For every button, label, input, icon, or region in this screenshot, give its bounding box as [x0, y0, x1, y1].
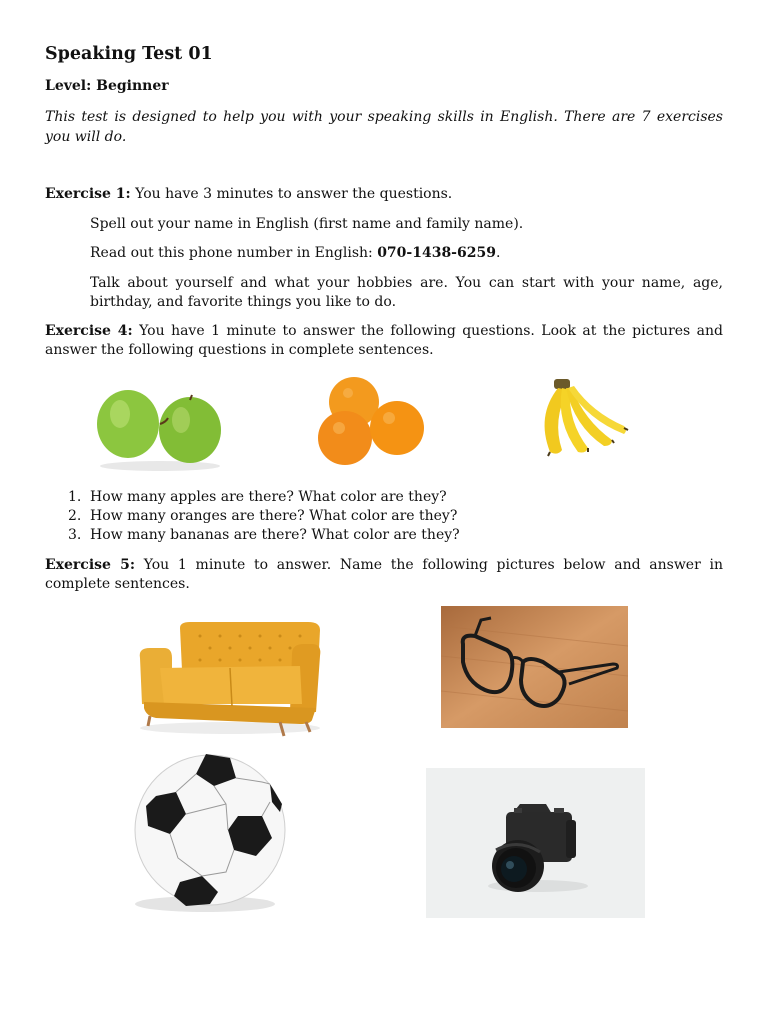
exercise-1-label: Exercise 1: [45, 186, 131, 202]
question-3 [68, 526, 460, 545]
soccer-ball-image [130, 752, 290, 917]
question-1-number: 1. [68, 489, 82, 505]
question-2 [68, 507, 457, 526]
phone-number: 070-1438-6259 [377, 245, 496, 261]
camera-image [426, 768, 645, 918]
phone-suffix: . [495, 245, 501, 261]
question-2-text: How many oranges are there? What color are they? [90, 508, 458, 524]
question-3-text: How many bananas are there? What color are they? [90, 527, 460, 543]
page-title: Speaking Test 01 [45, 44, 213, 64]
phone-prefix: Read out this phone number in English: [90, 245, 378, 261]
question-1-text: How many apples are there? What color are they? [90, 489, 447, 505]
exercise-5-heading [45, 556, 723, 594]
oranges-image [313, 376, 428, 468]
level-label: Level: Beginner [45, 78, 169, 94]
bananas-image [528, 376, 633, 458]
exercise-1-task-3: Talk about yourself and what your hobbies are. You can start with your name, age, birthday, and favorite things you like to do. [90, 275, 723, 310]
question-2-number: 2. [68, 508, 82, 524]
exercise-4-label: Exercise 4: [45, 323, 133, 339]
exercise-4-text: You have 1 minute to answer the following questions. Look at the pictures and answer the following questions in complete sentences. [45, 323, 723, 358]
exercise-5-label: Exercise 5: [45, 557, 135, 573]
intro-text: This test is designed to help you with your speaking skills in English. There are 7 exercises you will do. [45, 109, 723, 145]
question-3-number: 3. [68, 527, 82, 543]
exercise-1-text: You have 3 minutes to answer the questions. [130, 186, 453, 202]
exercise-4-heading [45, 322, 723, 360]
exercise-1-heading [45, 185, 723, 204]
glasses-image [441, 606, 628, 728]
exercise-1-task-1: Spell out your name in English (first name and family name). [90, 216, 524, 232]
apples-image [88, 378, 228, 473]
question-1 [68, 488, 447, 507]
sofa-image [120, 608, 348, 748]
exercise-5-text: You 1 minute to answer. Name the following pictures below and answer in complete sentences. [45, 557, 723, 592]
exercise-1-task-2 [90, 244, 723, 263]
